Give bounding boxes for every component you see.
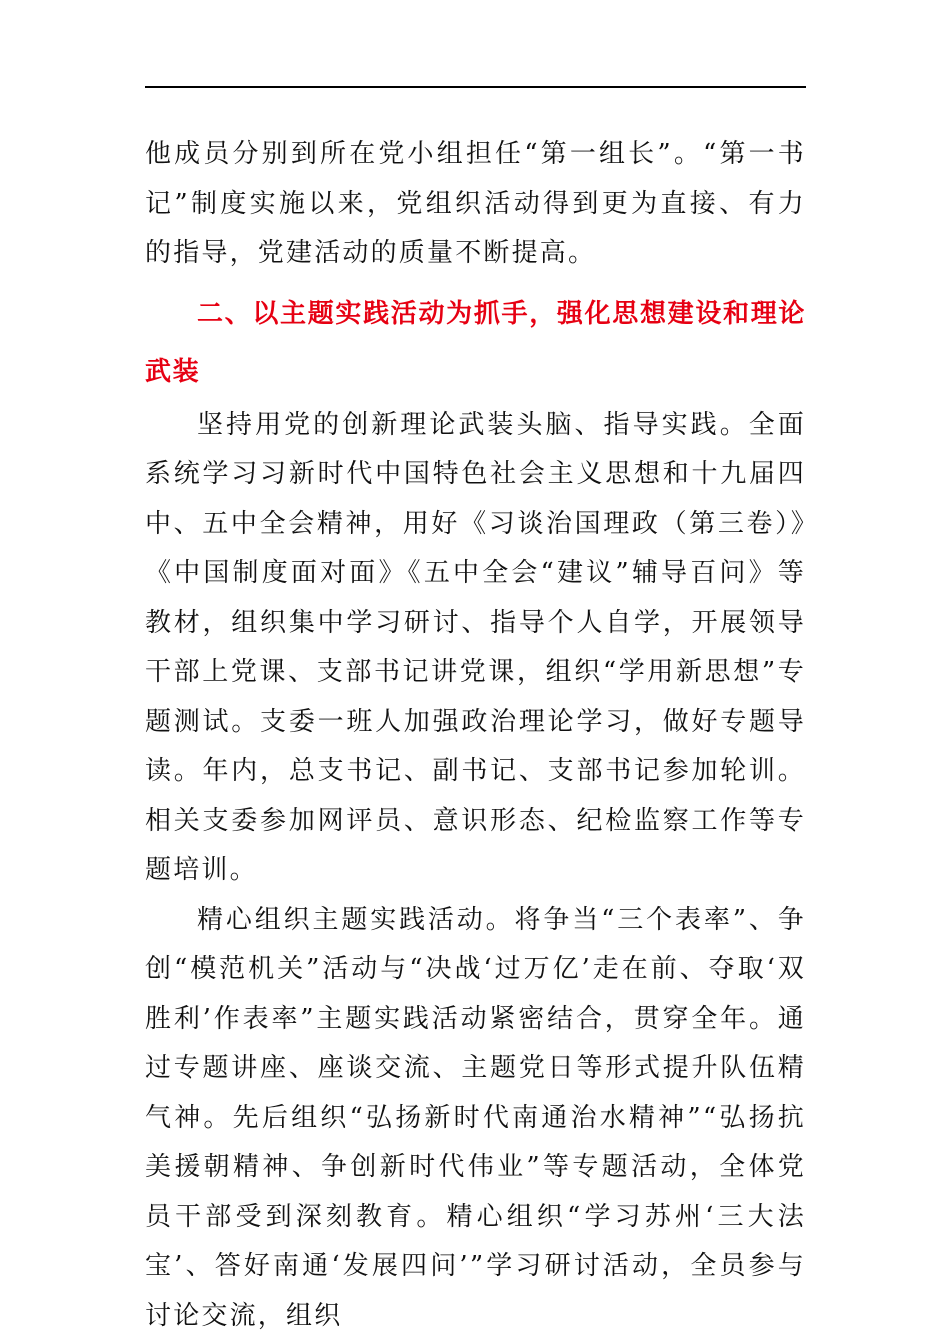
section-heading: 二、以主题实践活动为抓手，强化思想建设和理论武装 — [145, 298, 806, 387]
paragraph-continuation: 他成员分别到所在党小组担任“第一组长”。“第一书记”制度实施以来，党组织活动得到更为直接、有力的指导，党建活动的质量不断提高。 — [145, 139, 806, 268]
document-body — [145, 130, 806, 1341]
header-rule — [145, 86, 806, 88]
paragraph-theory-study: 坚持用党的创新理论武装头脑、指导实践。全面系统学习习新时代中国特色社会主义思想和十九届四中、五中全会精神，用好《习谈治国理政（第三卷）》《中国制度面对面》《五中全会“建议”辅导百问》等教材，组织集中学习研讨、指导个人自学，开展领导干部上党课、支部书记讲党课，组织“学用新思想”专题测试。支委一班人加强政治理论学习，做好专题导读。年内，总支书记、副书记、支部书记参加轮训。相关支委参加网评员、意识形态、纪检监察工作等专题培训。 — [145, 409, 806, 885]
paragraph-practice-activities: 精心组织主题实践活动。将争当“三个表率”、争创“模范机关”活动与“决战‘过万亿’走在前、夺取‘双胜利’作表率”主题实践活动紧密结合，贯穿全年。通过专题讲座、座谈交流、主题党日等形式提升队伍精气神。先后组织“弘扬新时代南通治水精神”“弘扬抗美援朝精神、争创新时代伟业”等专题活动，全体党员干部受到深刻教育。精心组织“学习苏州‘三大法宝’、答好南通‘发展四问’”学习研讨活动，全员参与讨论交流，组织 — [145, 904, 806, 1331]
